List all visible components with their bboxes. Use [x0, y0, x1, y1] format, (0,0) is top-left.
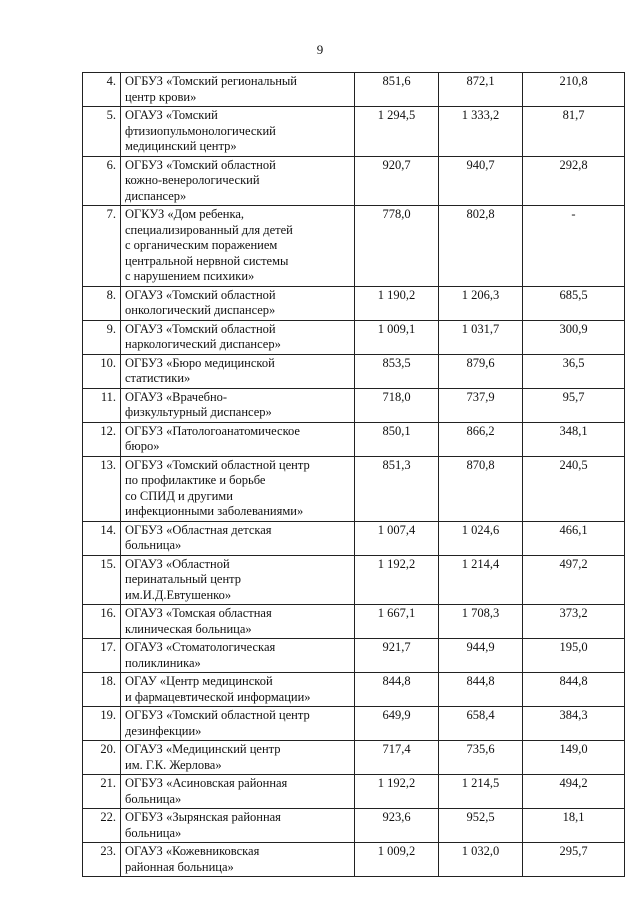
row-number-cell: 21. [83, 775, 121, 809]
institution-name-cell: ОГАУЗ «Врачебно- физкультурный диспансер» [121, 388, 355, 422]
institution-name-cell: ОГБУЗ «Областная детская больница» [121, 521, 355, 555]
table-row [83, 843, 625, 877]
value-2-cell: 658,4 [439, 707, 523, 741]
value-3-cell: 466,1 [523, 521, 625, 555]
value-3-cell: 373,2 [523, 605, 625, 639]
row-number-cell: 15. [83, 555, 121, 605]
value-2-cell: 844,8 [439, 673, 523, 707]
value-1-cell: 920,7 [355, 156, 439, 206]
row-number-cell: 4. [83, 73, 121, 107]
institution-name-cell: ОГАУЗ «Медицинский центр им. Г.К. Жерлова» [121, 741, 355, 775]
row-number-cell: 17. [83, 639, 121, 673]
value-1-cell: 718,0 [355, 388, 439, 422]
value-2-cell: 952,5 [439, 809, 523, 843]
value-3-cell: 494,2 [523, 775, 625, 809]
value-2-cell: 944,9 [439, 639, 523, 673]
value-2-cell: 1 214,5 [439, 775, 523, 809]
institution-name-cell: ОГАУ «Центр медицинской и фармацевтической информации» [121, 673, 355, 707]
table-body [83, 73, 625, 877]
value-3-cell: 240,5 [523, 456, 625, 521]
page-number: 9 [316, 42, 324, 57]
value-1-cell: 1 667,1 [355, 605, 439, 639]
value-2-cell: 866,2 [439, 422, 523, 456]
table-row [83, 320, 625, 354]
institution-name-cell: ОГБУЗ «Зырянская районная больница» [121, 809, 355, 843]
value-1-cell: 1 007,4 [355, 521, 439, 555]
institution-name-cell: ОГБУЗ «Томский областной центр дезинфекции» [121, 707, 355, 741]
value-2-cell: 1 214,4 [439, 555, 523, 605]
value-3-cell: 95,7 [523, 388, 625, 422]
table-row [83, 775, 625, 809]
table-row [83, 388, 625, 422]
institution-name-cell: ОГАУЗ «Томский фтизиопульмонологический медицинский центр» [121, 107, 355, 157]
institution-name-cell: ОГБУЗ «Томский региональный центр крови» [121, 73, 355, 107]
row-number-cell: 9. [83, 320, 121, 354]
value-3-cell: 300,9 [523, 320, 625, 354]
institutions-table [82, 72, 625, 877]
table-row [83, 707, 625, 741]
value-1-cell: 853,5 [355, 354, 439, 388]
row-number-cell: 20. [83, 741, 121, 775]
value-3-cell: 149,0 [523, 741, 625, 775]
table-row [83, 521, 625, 555]
institution-name-cell: ОГАУЗ «Стоматологическая поликлиника» [121, 639, 355, 673]
table-row [83, 286, 625, 320]
table-row [83, 456, 625, 521]
value-2-cell: 870,8 [439, 456, 523, 521]
row-number-cell: 11. [83, 388, 121, 422]
row-number-cell: 6. [83, 156, 121, 206]
value-3-cell: 295,7 [523, 843, 625, 877]
row-number-cell: 18. [83, 673, 121, 707]
value-1-cell: 923,6 [355, 809, 439, 843]
value-3-cell: 384,3 [523, 707, 625, 741]
institution-name-cell: ОГБУЗ «Томский областной центр по профилактике и борьбе со СПИД и другими инфекционными заболеваниями» [121, 456, 355, 521]
row-number-cell: 13. [83, 456, 121, 521]
table-row [83, 107, 625, 157]
value-2-cell: 1 708,3 [439, 605, 523, 639]
value-1-cell: 844,8 [355, 673, 439, 707]
value-2-cell: 940,7 [439, 156, 523, 206]
value-2-cell: 735,6 [439, 741, 523, 775]
row-number-cell: 10. [83, 354, 121, 388]
institution-name-cell: ОГБУЗ «Бюро медицинской статистики» [121, 354, 355, 388]
value-1-cell: 850,1 [355, 422, 439, 456]
value-3-cell: 685,5 [523, 286, 625, 320]
row-number-cell: 7. [83, 206, 121, 287]
value-3-cell: 36,5 [523, 354, 625, 388]
institution-name-cell: ОГАУЗ «Томская областная клиническая больница» [121, 605, 355, 639]
institution-name-cell: ОГБУЗ «Асиновская районная больница» [121, 775, 355, 809]
value-3-cell: 497,2 [523, 555, 625, 605]
row-number-cell: 14. [83, 521, 121, 555]
row-number-cell: 19. [83, 707, 121, 741]
table-row [83, 422, 625, 456]
value-1-cell: 649,9 [355, 707, 439, 741]
value-2-cell: 737,9 [439, 388, 523, 422]
value-3-cell: 292,8 [523, 156, 625, 206]
value-2-cell: 1 032,0 [439, 843, 523, 877]
value-2-cell: 1 206,3 [439, 286, 523, 320]
value-2-cell: 1 333,2 [439, 107, 523, 157]
value-3-cell: 195,0 [523, 639, 625, 673]
institution-name-cell: ОГАУЗ «Кожевниковская районная больница» [121, 843, 355, 877]
institution-name-cell: ОГБУЗ «Патологоанатомическое бюро» [121, 422, 355, 456]
table-row [83, 605, 625, 639]
table-row [83, 809, 625, 843]
institution-name-cell: ОГКУЗ «Дом ребенка, специализированный для детей с органическим поражением центральной нервной системы с нарушением психики» [121, 206, 355, 287]
value-3-cell: 18,1 [523, 809, 625, 843]
value-1-cell: 1 009,1 [355, 320, 439, 354]
value-2-cell: 872,1 [439, 73, 523, 107]
table-row [83, 741, 625, 775]
table-row [83, 354, 625, 388]
value-1-cell: 851,6 [355, 73, 439, 107]
table-row [83, 639, 625, 673]
value-3-cell: 81,7 [523, 107, 625, 157]
value-1-cell: 1 294,5 [355, 107, 439, 157]
value-1-cell: 717,4 [355, 741, 439, 775]
row-number-cell: 8. [83, 286, 121, 320]
table-row [83, 156, 625, 206]
table-row [83, 555, 625, 605]
institution-name-cell: ОГАУЗ «Томский областной наркологический диспансер» [121, 320, 355, 354]
row-number-cell: 23. [83, 843, 121, 877]
value-3-cell: - [523, 206, 625, 287]
institution-name-cell: ОГАУЗ «Областной перинатальный центр им.И.Д.Евтушенко» [121, 555, 355, 605]
row-number-cell: 12. [83, 422, 121, 456]
value-1-cell: 1 009,2 [355, 843, 439, 877]
value-1-cell: 778,0 [355, 206, 439, 287]
row-number-cell: 22. [83, 809, 121, 843]
institution-name-cell: ОГАУЗ «Томский областной онкологический диспансер» [121, 286, 355, 320]
table-row [83, 73, 625, 107]
value-1-cell: 921,7 [355, 639, 439, 673]
row-number-cell: 16. [83, 605, 121, 639]
value-3-cell: 210,8 [523, 73, 625, 107]
value-1-cell: 1 190,2 [355, 286, 439, 320]
value-1-cell: 1 192,2 [355, 555, 439, 605]
value-3-cell: 348,1 [523, 422, 625, 456]
value-2-cell: 1 024,6 [439, 521, 523, 555]
institution-name-cell: ОГБУЗ «Томский областной кожно-венерологический диспансер» [121, 156, 355, 206]
value-1-cell: 1 192,2 [355, 775, 439, 809]
value-1-cell: 851,3 [355, 456, 439, 521]
value-2-cell: 879,6 [439, 354, 523, 388]
value-2-cell: 1 031,7 [439, 320, 523, 354]
table-row [83, 673, 625, 707]
value-3-cell: 844,8 [523, 673, 625, 707]
table-row [83, 206, 625, 287]
row-number-cell: 5. [83, 107, 121, 157]
value-2-cell: 802,8 [439, 206, 523, 287]
